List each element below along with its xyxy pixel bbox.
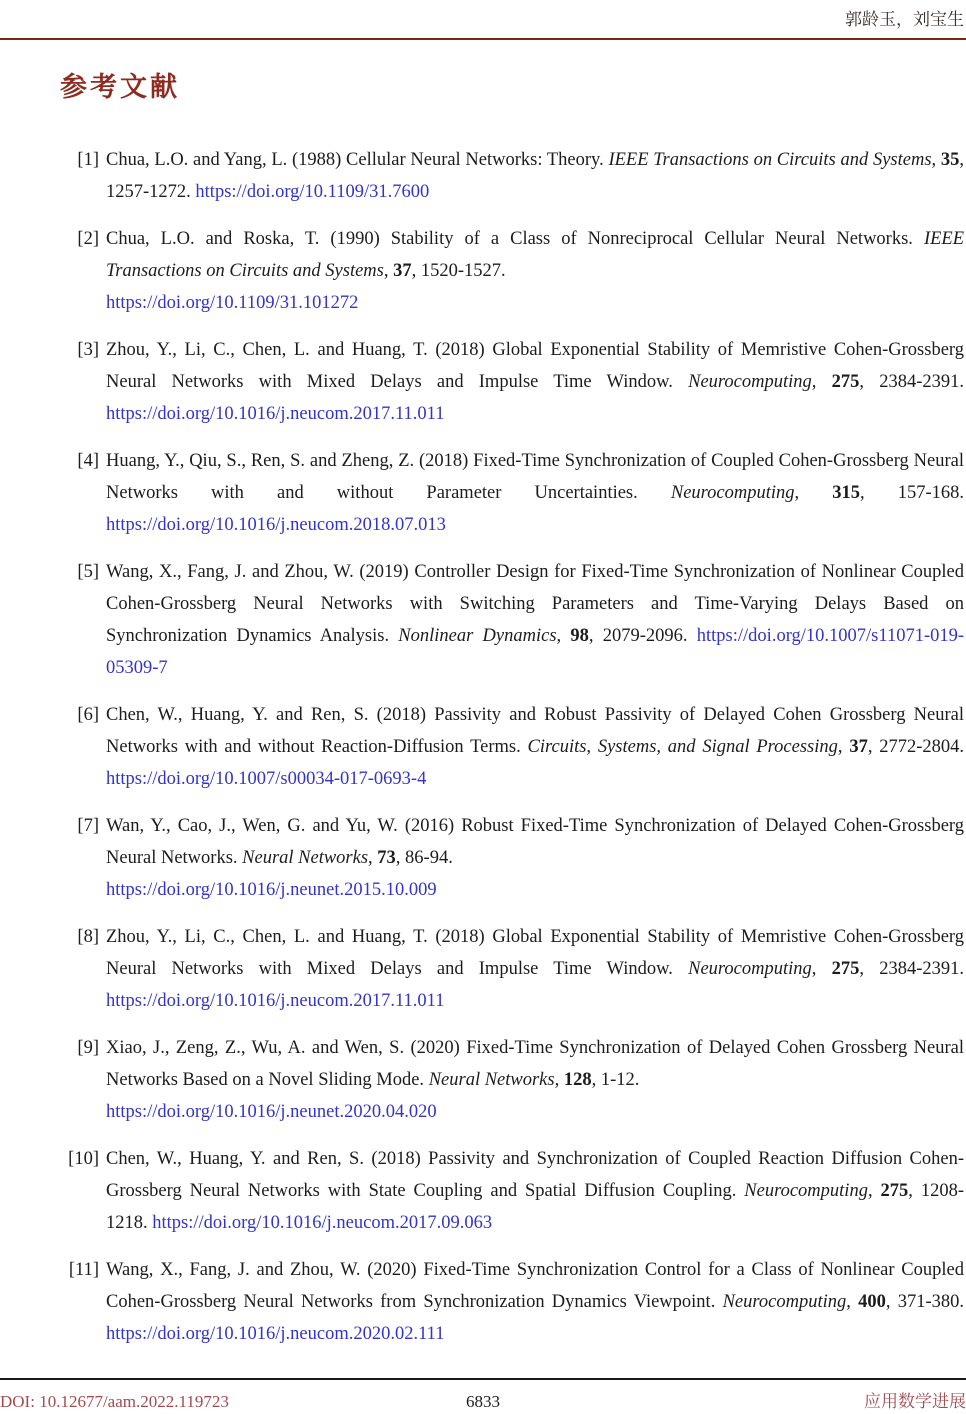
journal-name: Neural Networks: [428, 1070, 555, 1090]
references-list: [0, 144, 966, 1350]
journal-name: Neurocomputing: [688, 959, 812, 979]
reference-number: [7]: [77, 816, 99, 836]
reference-number: [4]: [77, 451, 99, 471]
footer-doi: DOI: 10.12677/aam.2022.119723: [0, 1392, 229, 1411]
reference-item: [0, 1143, 964, 1239]
reference-text-segment: Huang, Y., Qiu, S., Ren, S. and Zheng, Z. (2018) Fixed-Time Synchronization of Coupled Cohen-Grossberg Neural Networks with and without Parameter Uncertainties.: [106, 451, 964, 503]
reference-text-segment: Xiao, J., Zeng, Z., Wu, A. and Wen, S. (2020) Fixed-Time Synchronization of Delayed Cohen Grossberg Neural Networks Based on a Novel Sliding Mode.: [106, 1038, 964, 1090]
reference-text-segment: ,: [811, 959, 832, 979]
reference-number: [3]: [77, 340, 99, 360]
reference-number: [6]: [77, 705, 99, 725]
footer-page-number: 6833: [466, 1392, 500, 1411]
volume-number: 37: [849, 737, 868, 757]
reference-text-segment: ,: [867, 1181, 881, 1201]
reference-text-segment: Chen, W., Huang, Y. and Ren, S. (2018) Passivity and Synchronization of Coupled Reaction Diffusion Cohen-Grossberg Neural Networks with State Coupling and Spatial Diffusion Coupling.: [106, 1149, 964, 1201]
reference-text-segment: ,: [383, 261, 394, 281]
reference-text-segment: ,: [931, 150, 941, 170]
volume-number: 73: [377, 848, 396, 868]
journal-name: Circuits, Systems, and Signal Processing: [527, 737, 838, 757]
header-rule: [0, 38, 966, 40]
reference-text-segment: Wang, X., Fang, J. and Zhou, W. (2020) Fixed-Time Synchronization Control for a Class of Nonlinear Coupled Cohen-Grossberg Neural Networks from Synchronization Dynamics Viewpoint.: [106, 1260, 964, 1312]
doi-link[interactable]: https://doi.org/10.1007/s11071-019-05309-7: [106, 626, 965, 678]
reference-item: [0, 1254, 964, 1350]
reference-text-segment: , 2384-2391.: [859, 372, 964, 392]
page-header: [0, 0, 966, 32]
journal-name: Neurocomputing: [688, 372, 812, 392]
reference-text: [106, 927, 964, 1011]
reference-text-segment: Zhou, Y., Li, C., Chen, L. and Huang, T. (2018) Global Exponential Stability of Memristive Cohen-Grossberg Neural Networks with Mixed Delays and Impulse Time Window.: [106, 340, 964, 392]
doi-link[interactable]: https://doi.org/10.1109/31.101272: [106, 293, 359, 313]
reference-text-segment: , 2772-2804.: [867, 737, 964, 757]
reference-text: [106, 340, 964, 424]
reference-item: [0, 921, 964, 1017]
journal-name: Neurocomputing: [744, 1181, 868, 1201]
reference-item: [0, 556, 964, 684]
reference-text-segment: , 157-168.: [860, 483, 965, 503]
reference-text-segment: , 2384-2391.: [859, 959, 964, 979]
reference-text: [106, 1149, 964, 1233]
reference-text-segment: , 2079-2096.: [588, 626, 697, 646]
reference-item: [0, 810, 964, 906]
reference-text-segment: Wang, X., Fang, J. and Zhou, W. (2019) Controller Design for Fixed-Time Synchronization of Nonlinear Coupled Cohen-Grossberg Neural Networks with Switching Parameters and Time-Varying Delays Based on Synchronization Dynamics Analysis.: [106, 562, 964, 646]
volume-number: 37: [393, 261, 412, 281]
section-title: 参考文献: [60, 72, 180, 102]
reference-text-segment: , 86-94.: [395, 848, 453, 868]
reference-number: [5]: [77, 562, 99, 582]
reference-text: [106, 1038, 964, 1122]
doi-link[interactable]: https://doi.org/10.1109/31.7600: [195, 182, 430, 202]
header-authors: 郭龄玉，刘宝生: [845, 10, 964, 29]
reference-text: [106, 451, 964, 535]
reference-text: [106, 150, 964, 202]
reference-text-segment: ,: [794, 483, 833, 503]
reference-text-segment: , 1257-1272.: [106, 150, 964, 202]
doi-link[interactable]: https://doi.org/10.1016/j.neucom.2018.07.013: [106, 515, 446, 535]
reference-number: [9]: [77, 1038, 99, 1058]
reference-number: [2]: [77, 229, 99, 249]
doi-link[interactable]: https://doi.org/10.1016/j.neucom.2020.02.111: [106, 1324, 445, 1344]
reference-text: [106, 229, 964, 313]
volume-number: 128: [563, 1070, 592, 1090]
doi-link[interactable]: https://doi.org/10.1016/j.neunet.2015.10.009: [106, 880, 437, 900]
reference-text-segment: ,: [368, 848, 378, 868]
reference-number: [1]: [77, 150, 99, 170]
reference-item: [0, 445, 964, 541]
reference-text-segment: , 1-12.: [591, 1070, 640, 1090]
reference-text-segment: Zhou, Y., Li, C., Chen, L. and Huang, T. (2018) Global Exponential Stability of Memristive Cohen-Grossberg Neural Networks with Mixed Delays and Impulse Time Window.: [106, 927, 964, 979]
reference-text-segment: ,: [837, 737, 850, 757]
volume-number: 275: [880, 1181, 909, 1201]
reference-text-segment: , 1208-1218.: [106, 1181, 965, 1233]
doi-link[interactable]: https://doi.org/10.1016/j.neunet.2020.04.020: [106, 1102, 437, 1122]
journal-name: IEEE Transactions on Circuits and Systems: [106, 229, 964, 281]
reference-item: [0, 144, 964, 208]
reference-item: [0, 334, 964, 430]
reference-text-segment: ,: [811, 372, 832, 392]
reference-text: [106, 1260, 964, 1344]
reference-text: [106, 816, 964, 900]
reference-text-segment: , 1520-1527.: [411, 261, 506, 281]
reference-text: [106, 705, 964, 789]
journal-name: Neurocomputing: [670, 483, 795, 503]
reference-text-segment: ,: [554, 1070, 564, 1090]
page-footer: [0, 1378, 966, 1414]
volume-number: 35: [940, 150, 960, 170]
reference-text: [106, 562, 964, 678]
reference-text-segment: Chua, L.O. and Roska, T. (1990) Stability of a Class of Nonreciprocal Cellular Neural Networks.: [106, 229, 924, 249]
reference-text-segment: , 371-380.: [885, 1292, 964, 1312]
volume-number: 400: [858, 1292, 886, 1312]
doi-link[interactable]: https://doi.org/10.1016/j.neucom.2017.09.063: [152, 1213, 493, 1233]
reference-item: [0, 1032, 964, 1128]
reference-text-segment: ,: [846, 1292, 859, 1312]
reference-number: [11]: [68, 1260, 99, 1280]
reference-text-segment: ,: [556, 626, 571, 646]
doi-link[interactable]: https://doi.org/10.1007/s00034-017-0693-4: [106, 769, 427, 789]
volume-number: 98: [570, 626, 589, 646]
doi-link[interactable]: https://doi.org/10.1016/j.neucom.2017.11.011: [106, 991, 445, 1011]
volume-number: 275: [831, 959, 860, 979]
journal-name: Neurocomputing: [722, 1292, 847, 1312]
doi-link[interactable]: https://doi.org/10.1016/j.neucom.2017.11.011: [106, 404, 445, 424]
footer-row: [0, 1380, 966, 1412]
journal-name: Neural Networks: [242, 848, 369, 868]
reference-text-segment: Wan, Y., Cao, J., Wen, G. and Yu, W. (2016) Robust Fixed-Time Synchronization of Delayed Cohen-Grossberg Neural Networks.: [106, 816, 964, 868]
journal-name: Nonlinear Dynamics: [398, 626, 557, 646]
reference-number: [8]: [77, 927, 99, 947]
reference-item: [0, 223, 964, 319]
journal-name: IEEE Transactions on Circuits and Systems: [608, 150, 932, 170]
reference-item: [0, 699, 964, 795]
reference-text-segment: Chua, L.O. and Yang, L. (1988) Cellular Neural Networks: Theory.: [106, 150, 609, 170]
reference-number: [10]: [68, 1149, 99, 1169]
volume-number: 315: [832, 483, 860, 503]
reference-text-segment: Chen, W., Huang, Y. and Ren, S. (2018) Passivity and Robust Passivity of Delayed Cohen Grossberg Neural Networks with and without Reaction-Diffusion Terms.: [106, 705, 964, 757]
footer-journal-name: 应用数学进展: [864, 1392, 966, 1411]
volume-number: 275: [831, 372, 860, 392]
